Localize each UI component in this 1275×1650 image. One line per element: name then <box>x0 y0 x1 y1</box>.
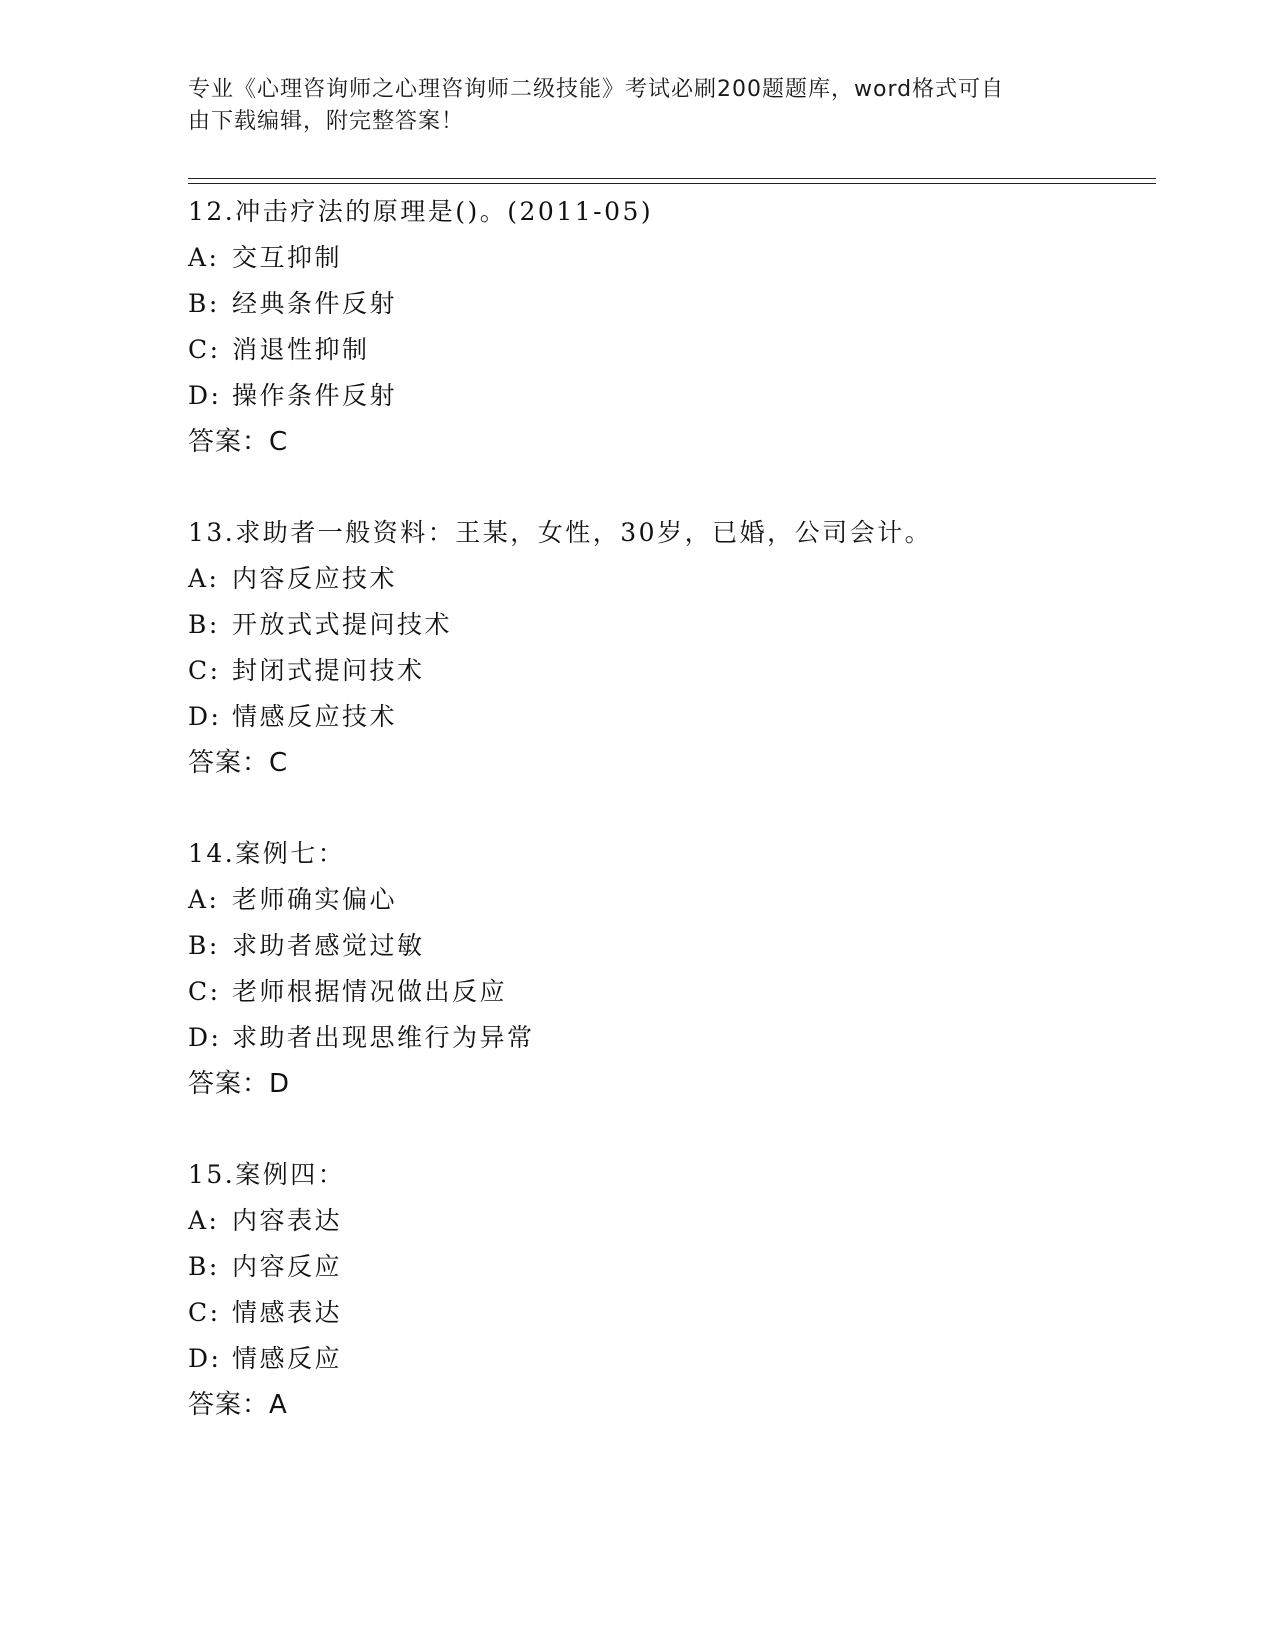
header-line-2: 由下载编辑，附完整答案！ <box>188 109 465 134</box>
option-letter: A: <box>188 243 220 272</box>
option-text: 情感表达 <box>232 1298 343 1327</box>
question-block <box>188 1152 1148 1428</box>
option-letter: C: <box>188 1298 221 1327</box>
question-stem: 15.案例四： <box>188 1160 346 1189</box>
answer: 答案：D <box>188 1069 291 1099</box>
option-d <box>188 1015 1148 1061</box>
option-c <box>188 327 1148 373</box>
option-text: 经典条件反射 <box>232 289 398 318</box>
option-text: 求助者出现思维行为异常 <box>232 1023 535 1052</box>
option-letter: A: <box>188 564 220 593</box>
option-a <box>188 1198 1148 1244</box>
option-b <box>188 1244 1148 1290</box>
option-b <box>188 281 1148 327</box>
option-text: 操作条件反射 <box>232 381 398 410</box>
option-text: 交互抑制 <box>232 243 343 272</box>
question-block <box>188 189 1148 465</box>
option-text: 内容表达 <box>232 1206 343 1235</box>
option-letter: C: <box>188 335 221 364</box>
question-stem: 14.案例七： <box>188 839 346 868</box>
question-block <box>188 831 1148 1107</box>
option-c <box>188 1290 1148 1336</box>
option-a <box>188 877 1148 923</box>
option-letter: B: <box>188 1252 220 1281</box>
option-b <box>188 923 1148 969</box>
question-block <box>188 510 1148 786</box>
option-letter: B: <box>188 610 220 639</box>
header-divider-bottom <box>188 183 1156 184</box>
option-text: 求助者感觉过敏 <box>232 931 425 960</box>
option-text: 老师根据情况做出反应 <box>232 977 508 1006</box>
question-stem: 13.求助者一般资料：王某，女性，30岁，已婚，公司会计。 <box>188 518 933 547</box>
option-text: 封闭式提问技术 <box>232 656 425 685</box>
option-text: 老师确实偏心 <box>232 885 398 914</box>
document-header <box>188 74 1068 138</box>
option-letter: A: <box>188 1206 220 1235</box>
answer: 答案：C <box>188 748 289 778</box>
option-a <box>188 235 1148 281</box>
option-text: 情感反应技术 <box>232 702 398 731</box>
option-c <box>188 969 1148 1015</box>
option-letter: B: <box>188 931 220 960</box>
option-letter: D: <box>188 702 222 731</box>
answer: 答案：A <box>188 1390 288 1420</box>
header-line-1: 专业《心理咨询师之心理咨询师二级技能》考试必刷200题题库，word格式可自 <box>188 77 1005 102</box>
option-d <box>188 373 1148 419</box>
option-letter: C: <box>188 977 221 1006</box>
option-b <box>188 602 1148 648</box>
option-a <box>188 556 1148 602</box>
option-text: 情感反应 <box>232 1344 343 1373</box>
option-d <box>188 694 1148 740</box>
option-letter: B: <box>188 289 220 318</box>
header-divider-top <box>188 178 1156 179</box>
option-text: 消退性抑制 <box>232 335 370 364</box>
option-letter: A: <box>188 885 220 914</box>
option-text: 内容反应技术 <box>232 564 398 593</box>
option-c <box>188 648 1148 694</box>
option-letter: D: <box>188 1344 222 1373</box>
option-text: 内容反应 <box>232 1252 343 1281</box>
option-letter: D: <box>188 381 222 410</box>
answer: 答案：C <box>188 427 289 457</box>
option-text: 开放式式提问技术 <box>232 610 453 639</box>
question-stem: 12.冲击疗法的原理是()。(2011-05) <box>188 197 654 226</box>
option-d <box>188 1336 1148 1382</box>
option-letter: C: <box>188 656 221 685</box>
option-letter: D: <box>188 1023 222 1052</box>
